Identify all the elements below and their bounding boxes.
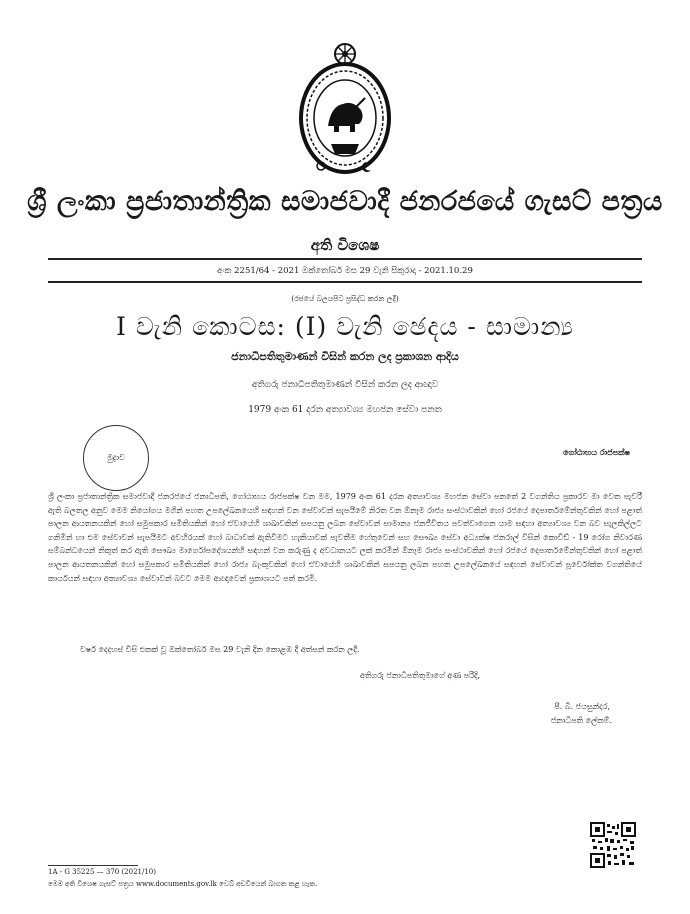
gazette-subtitle: අති විශෙෂ — [310, 236, 380, 254]
publication-note: (රජයේ බලයපිට ප්‍රසිද්ධ කරන ලදී) — [291, 294, 399, 303]
seal — [83, 425, 149, 491]
proclamation-heading: ජනාධිපතිතුමාණන් විසින් කරන ලද ප්‍රකාශන ආදිය — [231, 350, 459, 363]
qr-code-icon — [590, 822, 636, 868]
website-note: මෙම අති විශෙෂ ගැසට් පත්‍රය www.documents.gov.lk වෙබ් අඩවියෙන් බාගත කළ හැක. — [48, 880, 318, 888]
header-rule-top — [48, 258, 642, 260]
secretary-name: පී. බී. ජයසුන්දර, — [554, 702, 610, 711]
issue-line: අංක 2251/64 - 2021 ඔක්තෝබර් මස 29 වැනි සිකුරාදා - 2021.10.29 — [217, 266, 473, 276]
footer-rule — [48, 865, 138, 866]
given-at-line: වර්ෂ දෙදහස් විසි එකක් වූ ඔක්තෝබර් මස 29 වැනි දින කොළඹ දී අත්සන් කරන ලදී. — [80, 645, 360, 654]
signer-president: ගෝඨාභය රාජපක්ෂ — [563, 447, 630, 457]
by-order-line: අතිගරු ජනාධිපතිතුමාගේ අණ පරිදි, — [360, 671, 481, 680]
order-body-paragraph: ශ්‍රී ලංකා ප්‍රජාතාන්ත්‍රික සමාජවාදී ජනරජයේ ජනාධිපති, ගෝඨාභය රාජපක්ෂ වන මම, 1979 අංක 61 දරන අත්‍යාවශ්‍ය මහජන සේවා පනතේ 2 වගන්තිය ප්‍රකාරව මා වෙත පැවරී ඇති බලතල අනුව මෙම නියෝගය මගින් පහත උපලේඛනයෙහි සඳහන් වන සේවාවන් සැපයීමේ නිරත වන ඕනෑම රාජ්‍ය සංස්ථාවකින් හෝ රජයේ දෙපාර්තමේන්තුවකින් හෝ පළාත් පාලන ආයතනයකින් හෝ සමුපකාර සමිතියකින් හෝ ඒවායේහි ශාඛාවකින් සපයනු ලබන සේවාවන් සාමාන්‍ය ජනජීවිතය පවත්වාගෙන යාම සඳහා අත්‍යාවශ්‍ය වන බව සැලකිල්ලට ගනිමින් හා එම සේවාවන් සැපයීමට අවහිරයක් හෝ බාධාවක් ඇතිවීමට හැකියාවක් පැවතීම හේතුවෙන් සහ සෞඛ්‍ය සේවා අධ්‍යක්ෂ ජනරාල් විසින් කොවිඩ් - 19 රෝග නිවාරණ සම්බන්ධයෙන් නිකුත් කර ඇති සෞඛ්‍ය මාර්ගෝපදේශයන්හි සඳහන් වන කරුණු ද අවධානයට ලක් කරමින් ඕනෑම රාජ්‍ය සංස්ථාවකින් හෝ රජයේ දෙපාර්තමේන්තුවකින් හෝ පළාත් පාලන ආයතනයකින් හෝ සමුපකාර සමිතියකින් හෝ රාජ්‍ය බැංකුවකින් හෝ ඒවායේහි ශාඛාවකින් සපයනු ලබන පහත උපලේඛනයේ සඳහන් සේවාවන් පූර්වෝක්ත වගන්තියේ කාර්යයන් සඳහා අත්‍යාවශ්‍ය සේවාවන් බවට මෙම ආඥාවෙන් ප්‍රකාශයට පත් කරමි. — [48, 492, 642, 583]
national-emblem-icon — [295, 40, 395, 180]
seal-label: මුද්‍රාව — [107, 453, 125, 462]
act-heading: 1979 අංක 61 දරන අත්‍යාවශ්‍ය මහජන සේවා පනත — [248, 405, 442, 415]
secretary-title: ජනාධිපති ලේකම්. — [550, 716, 612, 725]
print-code: 1A - G 35225 — 370 (2021/10) — [48, 868, 156, 876]
header-rule-bottom — [48, 281, 642, 283]
part-title: I වැනි කොටස: (I) වැනි ඡෙදය - සාමාන්‍ය — [116, 312, 574, 341]
gazette-title: ශ්‍රී ලංකා ප්‍රජාතාන්ත්‍රික සමාජවාදී ජනරජයේ ගැසට් පත්‍රය — [27, 186, 663, 217]
order-heading: අතිගරු ජනාධිපතිතුමාණන් විසින් කරන ලද ආඥාව — [251, 380, 439, 390]
